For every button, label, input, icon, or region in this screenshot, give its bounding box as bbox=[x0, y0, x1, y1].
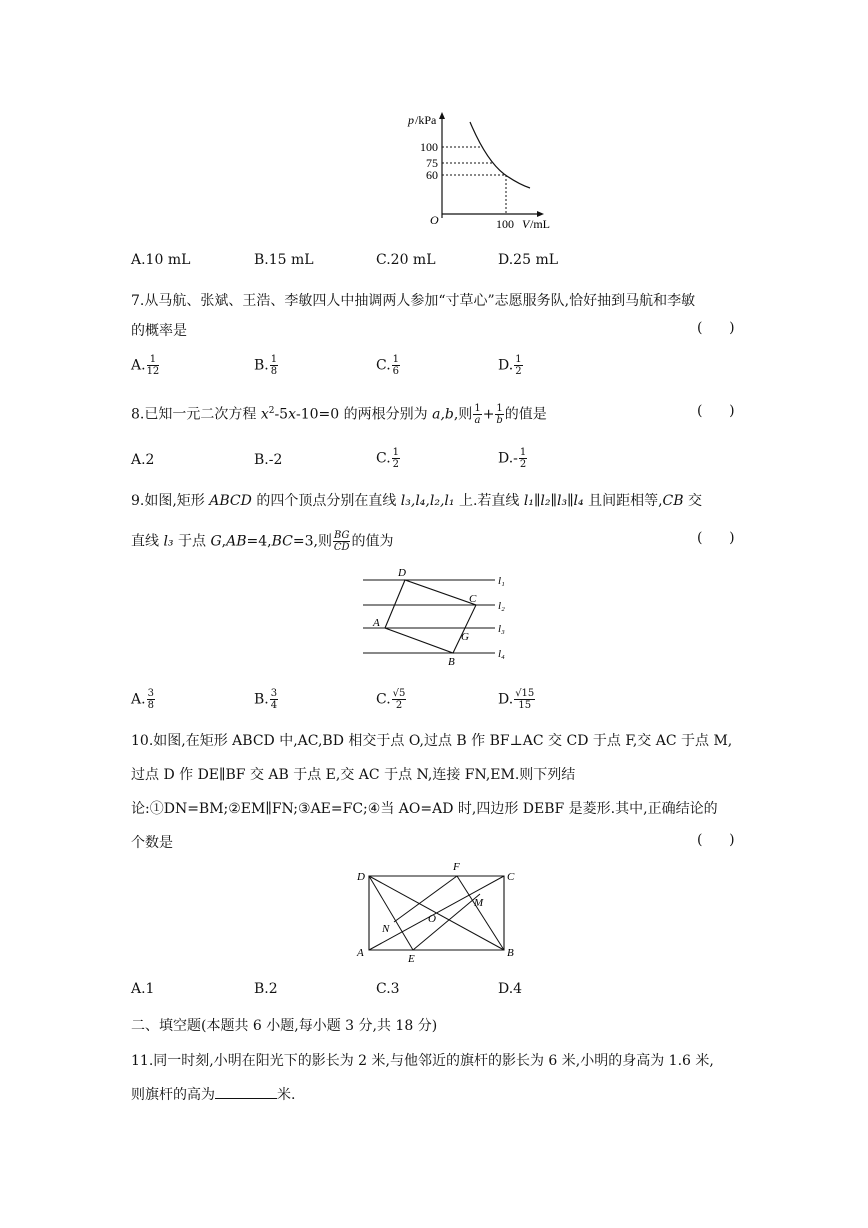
q9-l1-d: 且间距相等, bbox=[583, 493, 663, 509]
q8-var-x: x bbox=[260, 406, 269, 423]
q8-stem-mid2: -10=0 的两根分别为 bbox=[296, 406, 433, 423]
q8-option-c bbox=[376, 447, 401, 470]
q9-label-d: D bbox=[398, 567, 406, 579]
q8-option-b: B.-2 bbox=[254, 452, 283, 468]
q7-option-d bbox=[498, 354, 524, 377]
pv-tick-100: 100 bbox=[420, 140, 438, 154]
q7-option-c-den: 6 bbox=[392, 366, 400, 377]
q9-frac-den: CD bbox=[333, 542, 350, 553]
q8-f2-num: 1 bbox=[496, 403, 503, 414]
q8-option-c-num: 1 bbox=[392, 447, 400, 458]
q9-option-d-den: 15 bbox=[518, 700, 532, 711]
q9-stem-line1 bbox=[131, 490, 702, 510]
q9-option-c-fraction bbox=[392, 688, 407, 711]
q8-option-d-fraction bbox=[519, 447, 527, 470]
q10-label-e: E bbox=[408, 953, 415, 965]
q9-option-c-den: 2 bbox=[395, 700, 403, 711]
q10-label-d: D bbox=[357, 871, 365, 883]
q7-option-a bbox=[131, 354, 160, 377]
q7-option-d-num: 1 bbox=[515, 354, 522, 365]
pv-origin: O bbox=[430, 213, 439, 227]
pv-tick-75: 75 bbox=[426, 156, 438, 170]
q8-fraction-1-over-a bbox=[473, 403, 481, 426]
q7-option-d-prefix: D. bbox=[498, 357, 514, 374]
q9-option-a bbox=[131, 688, 156, 711]
q7-option-b bbox=[254, 354, 279, 377]
q8-option-d-num: 1 bbox=[519, 447, 527, 458]
q10-option-b: B.2 bbox=[254, 981, 278, 997]
q8-option-d-prefix: D.- bbox=[498, 450, 518, 467]
q6-option-a: A.10 mL bbox=[131, 252, 191, 268]
q8-option-c-prefix: C. bbox=[376, 450, 391, 467]
q10-label-f: F bbox=[453, 861, 460, 873]
q10-stem-line1: 10.如图,在矩形 ABCD 中,AC,BD 相交于点 O,过点 B 作 BF⊥AC 交 CD 于点 F,交 AC 于点 M, bbox=[131, 733, 733, 749]
q9-option-b-den: 4 bbox=[270, 700, 278, 711]
q7-option-c-num: 1 bbox=[392, 354, 400, 365]
section2-title: 二、填空题(本题共 6 小题,每小题 3 分,共 18 分) bbox=[131, 1018, 438, 1034]
q9-l2-e: =3,则 bbox=[292, 533, 332, 550]
q8-f1-num: 1 bbox=[474, 403, 481, 414]
q8-exp-2: 2 bbox=[268, 405, 275, 416]
q7-option-a-fraction bbox=[147, 354, 160, 377]
q9-option-b-prefix: B. bbox=[254, 691, 269, 708]
q9-option-a-prefix: A. bbox=[131, 691, 146, 708]
q10-label-c: C bbox=[507, 871, 515, 883]
q9-stem-line2 bbox=[131, 530, 393, 553]
q9-l2-bc: BC bbox=[271, 533, 293, 550]
q9-l2-c: , bbox=[221, 533, 227, 550]
q7-option-a-num: 1 bbox=[147, 354, 160, 366]
q7-answer-paren: ( ) bbox=[697, 320, 735, 336]
q8-stem bbox=[131, 403, 547, 426]
q8-plus: + bbox=[482, 406, 495, 423]
pv-xlabel-unit: /mL bbox=[530, 217, 550, 231]
q8-fraction-1-over-b bbox=[495, 403, 503, 426]
q10-segment-em bbox=[413, 894, 480, 950]
q6-option-d: D.25 mL bbox=[498, 252, 559, 268]
q8-option-a: A.2 bbox=[131, 452, 155, 468]
q8-stem-post: ,则 bbox=[453, 406, 473, 423]
q9-option-c bbox=[376, 688, 407, 711]
q6-option-c: C.20 mL bbox=[376, 252, 436, 268]
q9-frac-num: BG bbox=[333, 530, 350, 541]
q9-figure bbox=[355, 565, 515, 673]
q7-option-b-num: 1 bbox=[270, 354, 278, 365]
pv-xlabel-v: V bbox=[522, 217, 530, 231]
pv-ylabel-p: p bbox=[408, 113, 414, 127]
q8-roots-ab: a,b bbox=[432, 406, 454, 423]
q10-label-m: M bbox=[474, 897, 484, 909]
q7-option-b-prefix: B. bbox=[254, 357, 269, 374]
q9-l2-f: 的值为 bbox=[351, 533, 394, 550]
q9-l2-ab: AB bbox=[226, 533, 247, 550]
q11-stem-pre: 则旗杆的高为 bbox=[131, 1087, 215, 1103]
q8-var-x-2: x bbox=[288, 406, 296, 423]
pv-curve bbox=[470, 122, 530, 188]
q9-option-a-num: 3 bbox=[147, 688, 154, 699]
pv-ylabel-unit: /kPa bbox=[415, 113, 437, 127]
q9-option-b-fraction bbox=[270, 688, 278, 711]
q10-stem-line3: 论:①DN=BM;②EM∥FN;③AE=FC;④当 AO=AD 时,四边形 DEBF 是菱形.其中,正确结论的 bbox=[131, 801, 718, 817]
q9-label-g: G bbox=[461, 631, 469, 643]
q9-option-b-num: 3 bbox=[270, 688, 278, 699]
q9-label-a: A bbox=[373, 617, 380, 629]
pv-tick-x100: 100 bbox=[496, 217, 514, 231]
q10-stem-line2: 过点 D 作 DE∥BF 交 AB 于点 E,交 AC 于点 N,连接 FN,EM.则下列结 bbox=[131, 767, 576, 783]
q9-label-l3: l₃ bbox=[498, 623, 505, 635]
q11-stem-line2 bbox=[131, 1084, 295, 1104]
q8-option-d bbox=[498, 447, 528, 470]
q10-label-o: O bbox=[428, 913, 436, 925]
q9-l1-lines: l₃,l₄,l₂,l₁ bbox=[400, 493, 455, 509]
q8-option-c-den: 2 bbox=[392, 459, 400, 470]
q10-answer-paren: ( ) bbox=[697, 832, 735, 848]
q9-l1-parallel: l₁∥l₂∥l₃∥l₄ bbox=[523, 493, 584, 509]
q9-option-d-num: √15 bbox=[515, 688, 535, 699]
q9-option-d-prefix: D. bbox=[498, 691, 514, 708]
q9-label-l4: l₄ bbox=[498, 648, 505, 660]
q9-option-d bbox=[498, 688, 536, 711]
q7-stem-line2: 的概率是 bbox=[131, 323, 187, 339]
q8-stem-mid: -5 bbox=[274, 406, 289, 423]
q10-stem-line4: 个数是 bbox=[131, 835, 173, 851]
q9-l2-g: G bbox=[210, 533, 222, 550]
q8-f1-den: a bbox=[474, 415, 481, 426]
q10-figure bbox=[352, 858, 522, 968]
q9-answer-paren: ( ) bbox=[697, 530, 735, 546]
q9-fraction-bg-cd bbox=[333, 530, 351, 553]
q9-option-b bbox=[254, 688, 279, 711]
q9-option-c-prefix: C. bbox=[376, 691, 391, 708]
q7-option-b-fraction bbox=[270, 354, 278, 377]
q7-option-c-fraction bbox=[392, 354, 400, 377]
q10-segment-fn bbox=[394, 876, 457, 922]
q10-option-a: A.1 bbox=[131, 981, 155, 997]
q9-label-l1: l₁ bbox=[498, 575, 505, 587]
q9-label-b: B bbox=[448, 656, 455, 668]
q7-option-d-den: 2 bbox=[515, 366, 522, 377]
pv-graph-figure bbox=[400, 108, 560, 233]
q9-l1-c: 上.若直线 bbox=[454, 493, 524, 509]
q9-l1-a: 9.如图,矩形 bbox=[131, 493, 210, 509]
q9-l1-b: 的四个顶点分别在直线 bbox=[251, 493, 401, 509]
q9-option-c-num: √5 bbox=[392, 688, 406, 699]
q7-option-a-prefix: A. bbox=[131, 357, 146, 374]
q11-answer-blank[interactable] bbox=[215, 1086, 277, 1099]
q9-l2-l3: l₃ bbox=[163, 533, 174, 550]
pv-tick-60: 60 bbox=[426, 168, 438, 182]
q8-stem-tail: 的值是 bbox=[504, 406, 547, 423]
q9-option-a-fraction bbox=[147, 688, 155, 711]
q9-option-a-den: 8 bbox=[147, 700, 154, 711]
q7-option-a-den: 12 bbox=[146, 366, 160, 377]
q10-label-b: B bbox=[507, 947, 514, 959]
q10-segment-bf bbox=[457, 876, 504, 950]
q7-option-b-den: 8 bbox=[270, 366, 278, 377]
q8-answer-paren: ( ) bbox=[697, 403, 735, 419]
q7-option-d-fraction bbox=[514, 354, 522, 377]
q8-f2-den: b bbox=[496, 415, 503, 426]
pv-y-arrow bbox=[439, 112, 445, 119]
q11-stem-post: 米. bbox=[277, 1087, 296, 1103]
q9-l2-b: 于点 bbox=[173, 533, 211, 550]
q7-stem-line1: 7.从马航、张斌、王浩、李敏四人中抽调两人参加“寸草心”志愿服务队,恰好抽到马航和李敏 bbox=[131, 293, 696, 309]
q9-option-d-fraction bbox=[514, 688, 535, 711]
q9-l2-a: 直线 bbox=[131, 533, 164, 550]
q8-stem-pre: 8.已知一元二次方程 bbox=[131, 406, 261, 423]
q9-l1-abcd: ABCD bbox=[209, 493, 252, 509]
q6-option-b: B.15 mL bbox=[254, 252, 314, 268]
q10-label-n: N bbox=[382, 923, 390, 935]
q10-label-a: A bbox=[357, 947, 364, 959]
q8-option-d-den: 2 bbox=[519, 459, 527, 470]
q8-option-c-fraction bbox=[392, 447, 400, 470]
q9-l2-d: =4, bbox=[246, 533, 272, 550]
q9-label-l2: l₂ bbox=[498, 600, 505, 612]
q10-option-d: D.4 bbox=[498, 981, 523, 997]
q9-label-c: C bbox=[469, 593, 477, 605]
q7-option-c-prefix: C. bbox=[376, 357, 391, 374]
q9-l1-cb: CB bbox=[662, 493, 684, 509]
q9-l1-e: 交 bbox=[683, 493, 702, 509]
q11-stem-line1: 11.同一时刻,小明在阳光下的影长为 2 米,与他邻近的旗杆的影长为 6 米,小明的身高为 1.6 米, bbox=[131, 1053, 714, 1069]
q7-option-c bbox=[376, 354, 401, 377]
q10-option-c: C.3 bbox=[376, 981, 400, 997]
